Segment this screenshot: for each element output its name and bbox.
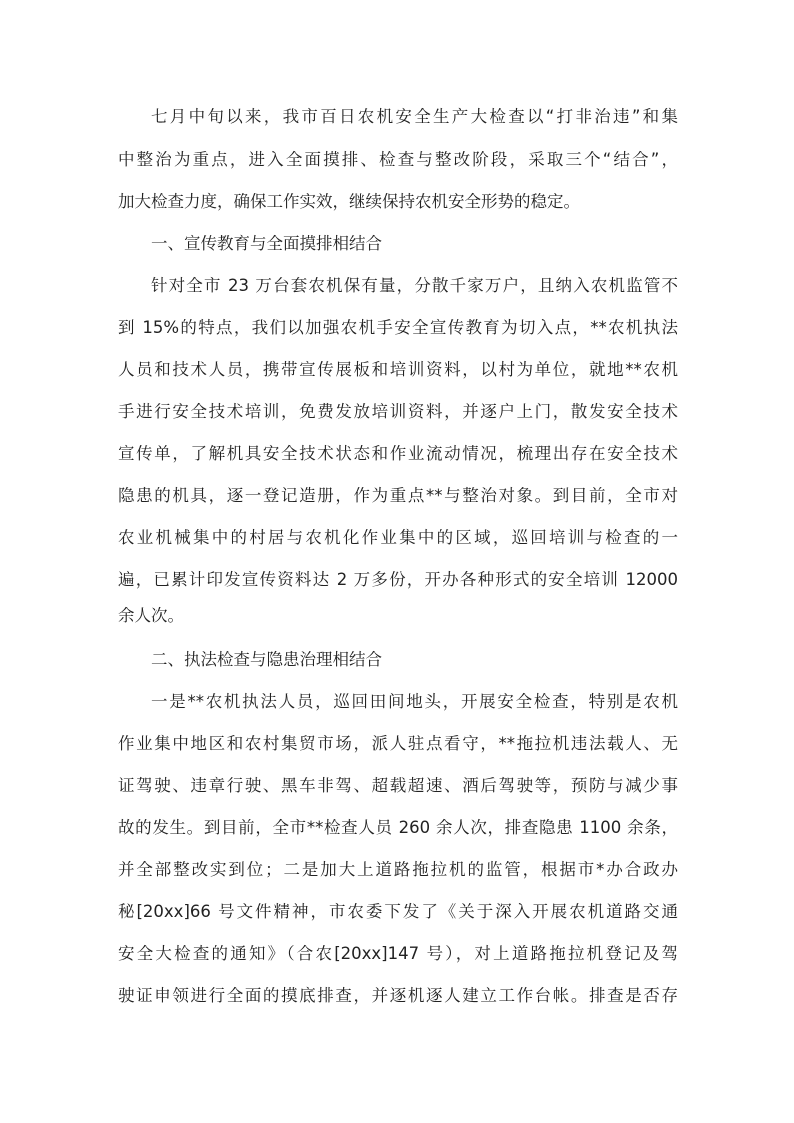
- paragraph-line: 农业机械集中的村居与农机化作业集中的区域，巡回培训与检查的一: [118, 528, 678, 547]
- paragraph-line: 遍，已累计印发宣传资料达 2 万多份，开办各种形式的安全培训 12000: [118, 570, 678, 589]
- paragraph-line: 手进行安全技术培训，免费发放培训资料，并逐户上门，散发安全技术: [118, 402, 678, 421]
- paragraph-line: 故的发生。到目前，全市**检查人员 260 余人次，排查隐患 1100 余条，: [118, 818, 678, 837]
- section-heading: 一、宣传教育与全面摸排相结合: [151, 234, 382, 253]
- paragraph-line: 一是**农机执法人员，巡回田间地头，开展安全检查，特别是农机: [151, 692, 678, 711]
- section-heading: 二、执法检查与隐患治理相结合: [151, 650, 382, 669]
- paragraph-line: 隐患的机具，逐一登记造册，作为重点**与整治对象。到目前，全市对: [118, 486, 678, 505]
- paragraph-line: 安全大检查的通知》（合农[20xx]147 号），对上道路拖拉机登记及驾: [118, 944, 678, 963]
- paragraph-line: 中整治为重点，进入全面摸排、检查与整改阶段，采取三个“结合”，: [118, 150, 678, 169]
- paragraph-line: 加大检查力度，确保工作实效，继续保持农机安全形势的稳定。: [118, 192, 580, 211]
- paragraph-line: 证驾驶、违章行驶、黑车非驾、超载超速、酒后驾驶等，预防与减少事: [118, 776, 678, 795]
- paragraph-line: 并全部整改实到位；二是加大上道路拖拉机的监管，根据市*办合政办: [118, 860, 678, 879]
- paragraph-line: 余人次。: [118, 606, 184, 625]
- paragraph-line: 驶证申领进行全面的摸底排查，并逐机逐人建立工作台帐。排查是否存: [118, 986, 678, 1005]
- paragraph-line: 七月中旬以来，我市百日农机安全生产大检查以“打非治违”和集: [151, 107, 678, 126]
- paragraph-line: 宣传单，了解机具安全技术状态和作业流动情况，梳理出存在安全技术: [118, 444, 678, 463]
- paragraph-line: 针对全市 23 万台套农机保有量，分散千家万户，且纳入农机监管不: [151, 276, 678, 295]
- paragraph-line: 秘[20xx]66 号文件精神，市农委下发了《关于深入开展农机道路交通: [118, 902, 678, 921]
- paragraph-line: 作业集中地区和农村集贸市场，派人驻点看守，**拖拉机违法载人、无: [118, 734, 678, 753]
- paragraph-line: 到 15%的特点，我们以加强农机手安全宣传教育为切入点，**农机执法: [118, 318, 678, 337]
- paragraph-line: 人员和技术人员，携带宣传展板和培训资料，以村为单位，就地**农机: [118, 360, 678, 379]
